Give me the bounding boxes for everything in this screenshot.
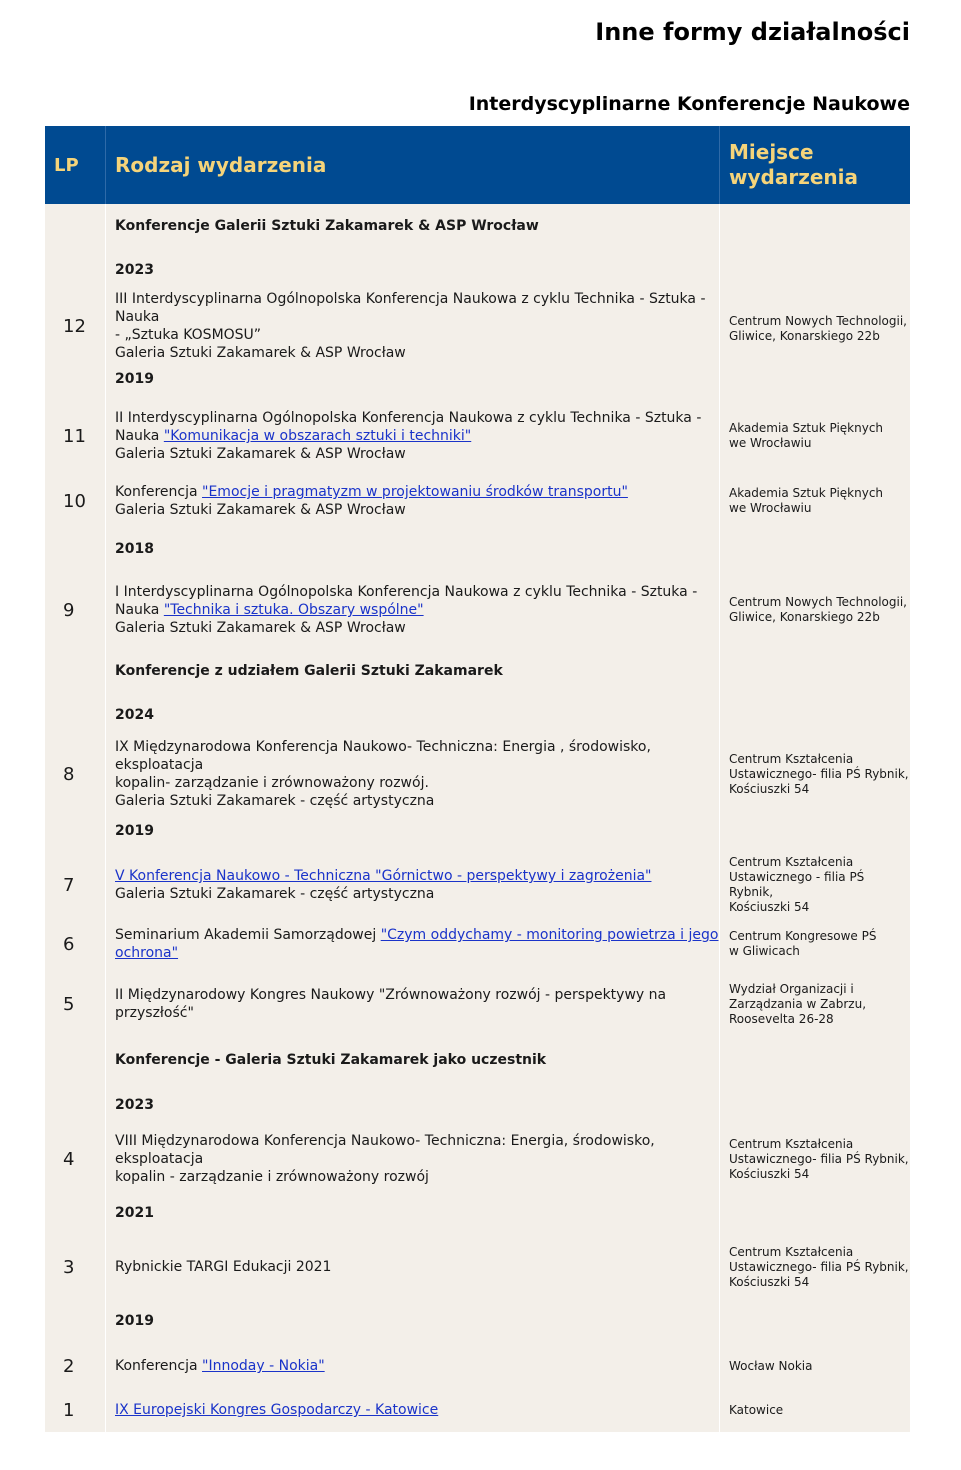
year-heading: 2018 — [115, 541, 154, 557]
event-organizer: Galeria Sztuki Zakamarek & ASP Wrocław — [115, 446, 406, 462]
place-text: we Wrocławiu — [729, 501, 812, 515]
year-heading: 2023 — [115, 262, 154, 278]
table-row — [45, 1236, 910, 1298]
event-link[interactable]: "Komunikacja w obszarach sztuki i techniki" — [163, 428, 472, 444]
place-text: Centrum Kształcenia — [729, 1136, 854, 1151]
table-row — [45, 474, 910, 528]
section-heading: Konferencje - Galeria Sztuki Zakamarek jako uczestnik — [115, 1052, 547, 1068]
page-title: Inne formy działalności — [595, 18, 910, 46]
event-text: kopalin- zarządzanie i zrównoważony rozwój. — [115, 775, 429, 791]
header-place-line2: wydarzenia — [729, 165, 858, 189]
place-text: Gliwice, Konarskiego 22b — [729, 329, 880, 343]
place-text: Kościuszki 54 — [729, 1166, 810, 1181]
table-row — [45, 970, 910, 1038]
table-row — [45, 918, 910, 970]
place-text: Wydział Organizacji i — [729, 981, 854, 996]
event-text: IX Międzynarodowa Konferencja Naukowo- Techniczna: Energia , środowisko, eksploatacja — [115, 739, 651, 773]
row-number: 3 — [63, 1256, 75, 1278]
year-heading: 2019 — [115, 371, 154, 387]
row-number: 2 — [63, 1355, 75, 1377]
year-row — [45, 692, 910, 738]
event-link[interactable]: "Emocje i pragmatyzm w projektowaniu środków transportu" — [202, 484, 628, 500]
year-row — [45, 360, 910, 398]
table-row — [45, 1128, 910, 1190]
place-text: Akademia Sztuk Pięknych — [729, 421, 884, 435]
row-number: 5 — [63, 993, 75, 1015]
year-row — [45, 810, 910, 852]
event-text: II Międzynarodowy Kongres Naukowy "Zrównoważony rozwój - perspektywy na przyszłość" — [115, 987, 667, 1021]
section-heading: Konferencje z udziałem Galerii Sztuki Zakamarek — [115, 663, 503, 679]
place-text: Gliwice, Konarskiego 22b — [729, 610, 880, 624]
place-text: Ustawicznego- filia PŚ Rybnik, — [729, 1151, 909, 1166]
place-text: Ustawicznego - filia PŚ Rybnik, — [729, 870, 865, 899]
conferences-table — [45, 126, 910, 1432]
event-organizer: Galeria Sztuki Zakamarek & ASP Wrocław — [115, 345, 406, 361]
place-text: w Gliwicach — [729, 944, 800, 958]
place-text: Centrum Kształcenia — [729, 1244, 854, 1259]
event-organizer: Galeria Sztuki Zakamarek - część artystyczna — [115, 793, 435, 809]
table-row — [45, 1344, 910, 1388]
row-number: 7 — [63, 874, 75, 896]
event-text: Konferencja — [115, 1358, 203, 1374]
section-row — [45, 650, 910, 692]
event-text: Rybnickie TARGI Edukacji 2021 — [115, 1259, 332, 1275]
table-header — [45, 126, 910, 204]
table-row — [45, 292, 910, 360]
header-event-type: Rodzaj wydarzenia — [106, 126, 720, 204]
place-text: Centrum Nowych Technologii, — [729, 595, 907, 609]
table-row — [45, 398, 910, 474]
event-link[interactable]: "Czym oddychamy - monitoring powietrza i jego — [380, 927, 719, 943]
row-number: 1 — [63, 1399, 75, 1421]
event-text: Nauka — [115, 602, 164, 618]
event-text: Seminarium Akademii Samorządowej — [115, 927, 381, 943]
table-row — [45, 1388, 910, 1432]
event-link[interactable]: V Konferencja Naukowo - Techniczna "Górnictwo - perspektywy i zagrożenia" — [115, 868, 652, 884]
row-number: 8 — [63, 763, 75, 785]
event-text: I Interdyscyplinarna Ogólnopolska Konferencja Naukowa z cyklu Technika - Sztuka - — [115, 584, 698, 600]
place-text: Centrum Kongresowe PŚ — [729, 929, 877, 943]
table-row — [45, 738, 910, 810]
row-number: 12 — [63, 315, 86, 337]
year-row — [45, 1082, 910, 1128]
event-text: Nauka — [115, 428, 164, 444]
year-row — [45, 248, 910, 292]
row-number: 10 — [63, 490, 86, 512]
event-organizer: Galeria Sztuki Zakamarek & ASP Wrocław — [115, 620, 406, 636]
row-number: 6 — [63, 933, 75, 955]
place-text: Kościuszki 54 — [729, 1274, 810, 1289]
place-text: Centrum Kształcenia — [729, 751, 854, 766]
place-text: Kościuszki 54 — [729, 900, 810, 914]
year-row — [45, 528, 910, 570]
header-place — [720, 126, 910, 204]
place-text: Katowice — [729, 1402, 784, 1417]
place-text: Kościuszki 54 — [729, 781, 810, 796]
year-heading: 2023 — [115, 1097, 154, 1113]
year-row — [45, 1190, 910, 1236]
event-text: Konferencja — [115, 484, 203, 500]
place-text: Wocław Nokia — [729, 1358, 813, 1373]
place-text: Ustawicznego- filia PŚ Rybnik, — [729, 1259, 909, 1274]
row-number: 9 — [63, 599, 75, 621]
year-heading: 2019 — [115, 1313, 154, 1329]
header-lp: LP — [45, 126, 106, 204]
event-text: III Interdyscyplinarna Ogólnopolska Konferencja Naukowa z cyklu Technika - Sztuka -Nauka — [115, 291, 706, 325]
event-text: - „Sztuka KOSMOSU” — [115, 327, 262, 343]
place-text: we Wrocławiu — [729, 436, 812, 450]
page-subtitle: Interdyscyplinarne Konferencje Naukowe — [468, 93, 910, 115]
place-text: Zarządzania w Zabrzu, — [729, 996, 867, 1011]
place-text: Centrum Kształcenia — [729, 855, 854, 869]
event-link[interactable]: IX Europejski Kongres Gospodarczy - Katowice — [115, 1402, 439, 1418]
section-heading: Konferencje Galerii Sztuki Zakamarek & ASP Wrocław — [115, 218, 539, 234]
header-place-line1: Miejsce — [729, 140, 814, 164]
row-number: 4 — [63, 1148, 75, 1170]
place-text: Roosevelta 26-28 — [729, 1011, 834, 1026]
event-organizer: Galeria Sztuki Zakamarek & ASP Wrocław — [115, 502, 406, 518]
row-number: 11 — [63, 425, 86, 447]
event-link[interactable]: "Technika i sztuka. Obszary wspólne" — [163, 602, 424, 618]
section-row — [45, 1038, 910, 1082]
year-heading: 2024 — [115, 707, 154, 723]
table-row — [45, 570, 910, 650]
place-text: Centrum Nowych Technologii, — [729, 314, 907, 328]
event-organizer: Galeria Sztuki Zakamarek - część artystyczna — [115, 886, 435, 902]
event-text: II Interdyscyplinarna Ogólnopolska Konferencja Naukowa z cyklu Technika - Sztuka - — [115, 410, 702, 426]
place-text: Ustawicznego- filia PŚ Rybnik, — [729, 766, 909, 781]
event-text: kopalin - zarządzanie i zrównoważony rozwój — [115, 1169, 429, 1185]
year-row — [45, 1298, 910, 1344]
event-link[interactable]: "Innoday - Nokia" — [202, 1358, 325, 1374]
event-text: VIII Międzynarodowa Konferencja Naukowo- Techniczna: Energia, środowisko, eksploatacja — [115, 1133, 655, 1167]
table-row — [45, 852, 910, 918]
place-text: Akademia Sztuk Pięknych — [729, 486, 884, 500]
table-body — [45, 204, 910, 1432]
section-row — [45, 204, 910, 248]
year-heading: 2019 — [115, 823, 154, 839]
year-heading: 2021 — [115, 1205, 154, 1221]
event-link[interactable]: ochrona" — [115, 945, 179, 961]
